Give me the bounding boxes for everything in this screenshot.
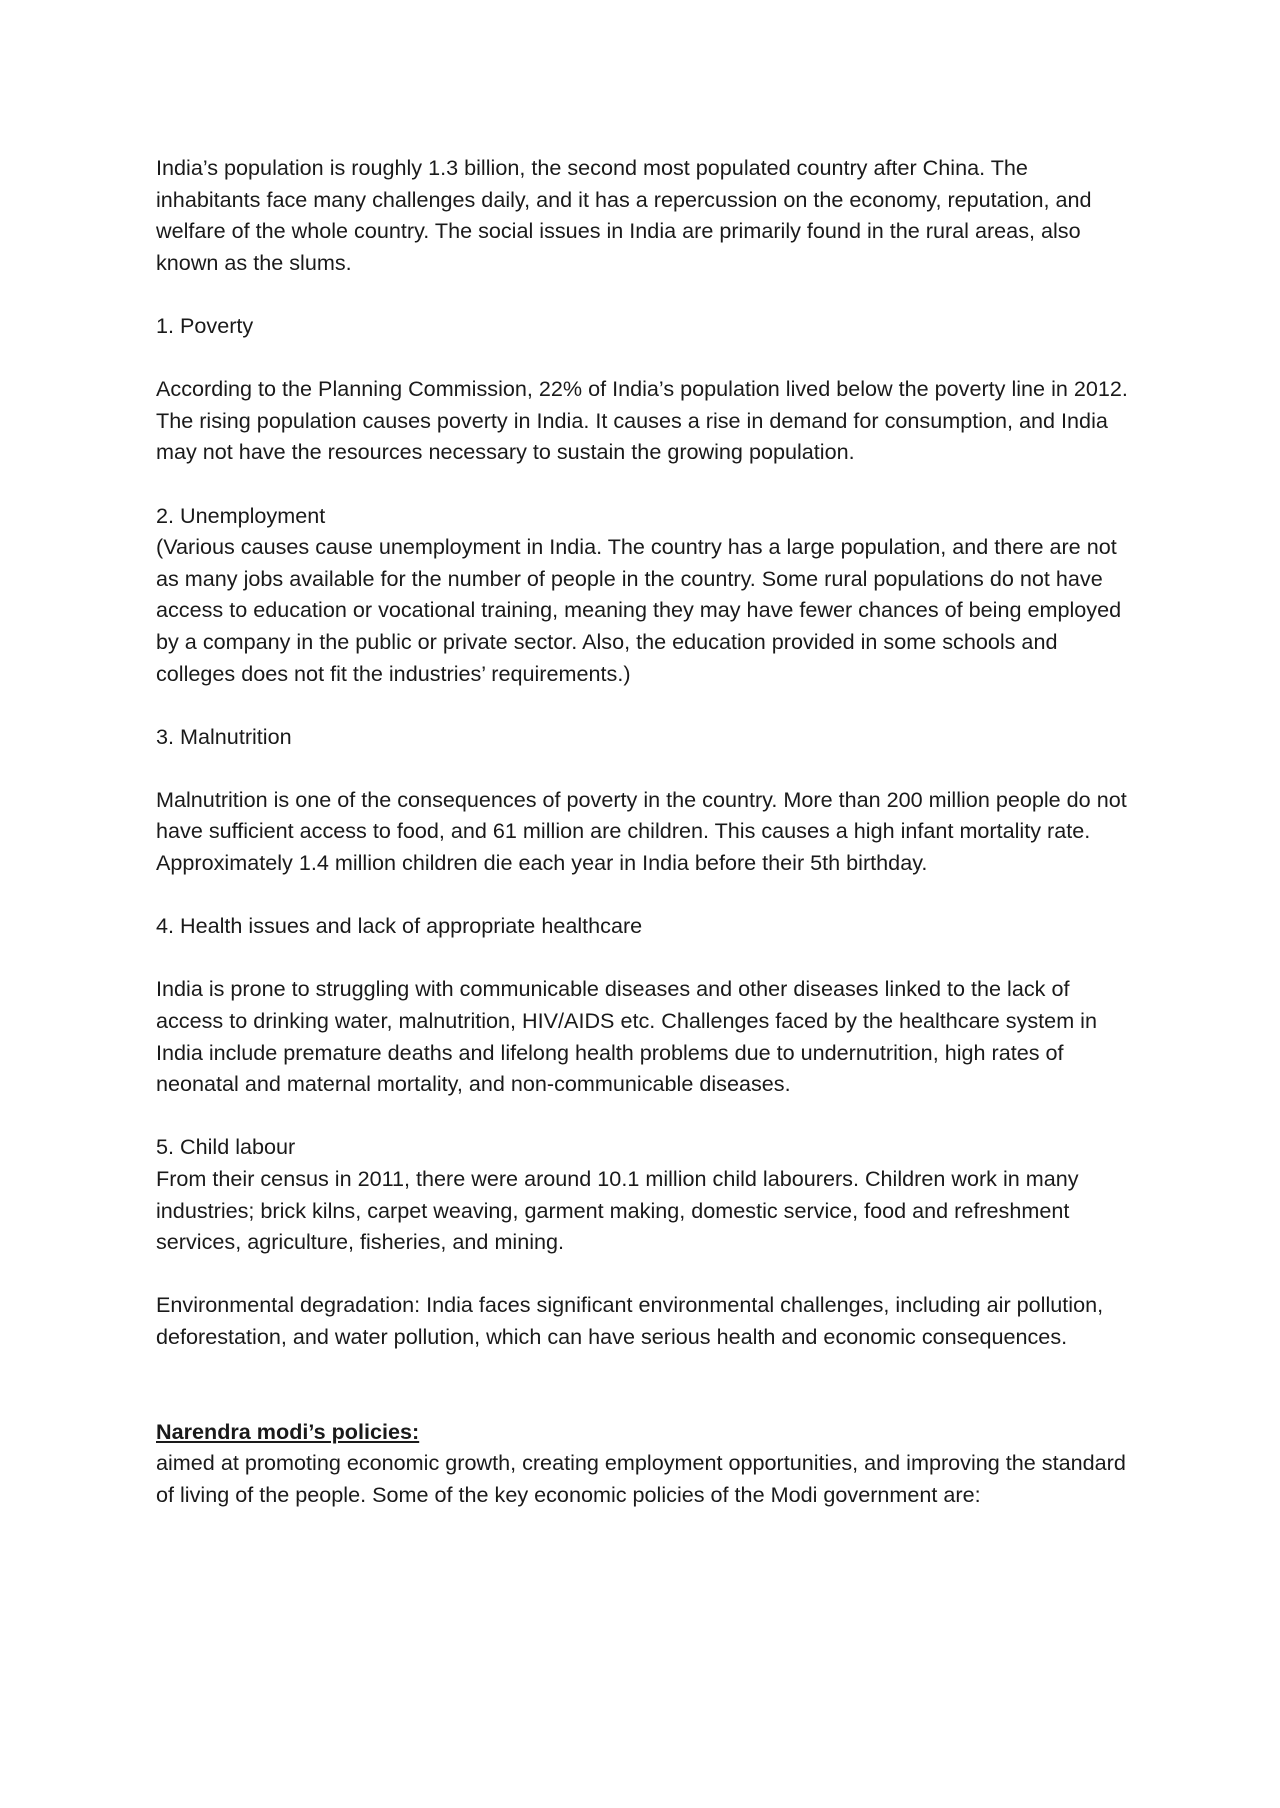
section-title-unemployment: 2. Unemployment [156, 502, 326, 528]
policies-paragraph: aimed at promoting economic growth, creating employment opportunities, and improving the standard of living of the people. Some of the key economic policies of the Modi government are: [156, 1450, 1126, 1507]
spacer [156, 752, 1136, 784]
spacer [156, 468, 1136, 500]
section-title-malnutrition: 3. Malnutrition [156, 723, 292, 749]
spacer [156, 278, 1136, 310]
section-body-child-labour: From their census in 2011, there were around 10.1 million child labourers. Children work in many industries; brick kilns, carpet weaving, garment making, domestic service, food and refreshment services, agriculture, fisheries, and mining. [156, 1166, 1079, 1255]
spacer [156, 1100, 1136, 1132]
section-body-poverty: According to the Planning Commission, 22% of India’s population lived below the poverty line in 2012. The rising population causes poverty in India. It causes a rise in demand for consumption, and India may not have the resources necessary to sustain the growing population. [156, 376, 1128, 465]
section-title-child-labour: 5. Child labour [156, 1134, 296, 1160]
environment-paragraph: Environmental degradation: India faces significant environmental challenges, including air pollution, deforestation, and water pollution, which can have serious health and economic consequences. [156, 1292, 1104, 1349]
spacer [156, 342, 1136, 374]
policies-heading: Narendra modi’s policies: [156, 1418, 420, 1444]
document-body [156, 152, 1136, 1511]
section-title-poverty: 1. Poverty [156, 312, 254, 338]
intro-paragraph: India’s population is roughly 1.3 billion, the second most populated country after China. The inhabitants face many challenges daily, and it has a repercussion on the economy, reputation, and welfare of the whole country. The social issues in India are primarily found in the rural areas, also known as the slums. [156, 155, 1092, 275]
section-body-malnutrition: Malnutrition is one of the consequences of poverty in the country. More than 200 million people do not have sufficient access to food, and 61 million are children. This causes a high infant mortality rate. Approximately 1.4 million children die each year in India before their 5th birthday. [156, 786, 1127, 876]
spacer [156, 689, 1136, 721]
spacer [156, 1258, 1136, 1290]
spacer [156, 879, 1136, 911]
section-body-unemployment: (Various causes cause unemployment in India. The country has a large population, and there are not as many jobs available for the number of people in the country. Some rural populations do not have access to education or vocational training, meaning they may have fewer chances of being employed by a company in the public or private sector. Also, the education provided in some schools and colleges does not fit the industries’ requirements.) [156, 534, 1122, 686]
spacer [156, 942, 1136, 974]
section-title-health: 4. Health issues and lack of appropriate healthcare [156, 913, 643, 939]
spacer [156, 1353, 1136, 1416]
section-body-health: India is prone to struggling with communicable diseases and other diseases linked to the lack of access to drinking water, malnutrition, HIV/AIDS etc. Challenges faced by the healthcare system in India include premature deaths and lifelong health problems due to undernutrition, high rates of neonatal and maternal mortality, and non-communicable diseases. [156, 976, 1097, 1097]
